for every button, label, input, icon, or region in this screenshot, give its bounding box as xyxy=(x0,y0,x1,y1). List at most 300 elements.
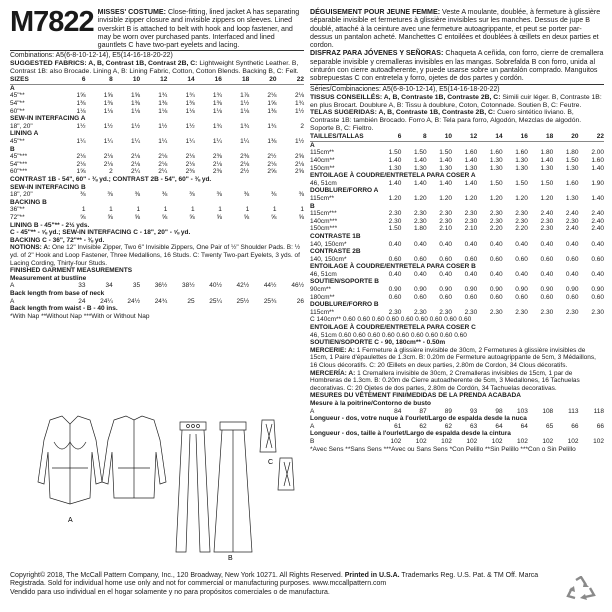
row-label: 115cm** xyxy=(310,194,335,202)
cell: 0.40 xyxy=(540,240,554,248)
cell: ⅜ xyxy=(216,191,222,199)
tissus-title: TISSUS CONSEILLÉS: A, B, Contraste 1B, Contraste 2B, C: xyxy=(310,93,501,101)
cell: 0.40 xyxy=(565,240,579,248)
table-row xyxy=(10,153,304,161)
cell: ⅝ xyxy=(161,213,168,221)
jacket-front-drawing xyxy=(38,416,102,504)
row-label: 140cm*** xyxy=(310,217,338,225)
cell: 1¾ xyxy=(294,100,304,108)
cell: 2⅛ xyxy=(267,92,277,100)
row-label: 46, 51cm xyxy=(310,179,337,187)
cell: 1.20 xyxy=(439,194,452,202)
section-row xyxy=(310,301,604,309)
cell: 1⅜ xyxy=(131,100,141,108)
cell: 62 xyxy=(444,422,452,430)
cell: 1½ xyxy=(240,100,250,108)
cell: 1.60 xyxy=(489,149,503,157)
cell: 2.30 xyxy=(489,308,503,316)
cell: 102 xyxy=(415,437,427,445)
telas-text: Cuero sintético liviano. B, Contraste 1B: también Brocado. Forro A, B: Tela para forro, Algodón, Mezclas de algodón. Soporte B, C: Fieltro. xyxy=(310,109,582,133)
table-row xyxy=(10,168,304,176)
usage-line-es: Vendido para uso individual en el hogar solamente y no para propósitos comerciales o de manufactura. xyxy=(10,588,330,596)
row-label: 140, 150cm* xyxy=(310,240,347,248)
cell: 113 xyxy=(568,407,579,415)
cell: 2⅛ xyxy=(158,153,168,161)
cell: 6 xyxy=(376,133,401,141)
section-title: Back length from base of neck xyxy=(10,289,105,297)
cell: 25¾ xyxy=(263,297,277,305)
cell: ⅜ xyxy=(80,191,86,199)
section-title: *Avec Sens **Sans Sens ***Avec ou Sans Sens *Con Pelillo **Sin Pelillo ***Con o Sin Pelillo xyxy=(310,445,576,453)
cell: 1⅝ xyxy=(76,168,86,176)
cell: 2.30 xyxy=(565,217,579,225)
cell: 0.90 xyxy=(565,286,579,294)
row-label: 150cm*** xyxy=(310,225,338,233)
cell: 61 xyxy=(394,422,402,430)
cell: 1¼ xyxy=(76,138,86,146)
section-row xyxy=(10,290,304,298)
cell: 1¼ xyxy=(185,138,195,146)
cell: 1.30 xyxy=(489,156,503,164)
cell: 1¾ xyxy=(212,92,222,100)
row-label: 45"*** xyxy=(10,153,28,161)
section-title: Mesure à la poitrine/Contorno de busto xyxy=(310,399,431,407)
description-fr xyxy=(310,8,604,49)
section-row xyxy=(10,267,304,275)
row-label: 150cm** xyxy=(310,164,335,172)
cell: 1.90 xyxy=(591,179,604,187)
cell: 1½ xyxy=(103,122,113,130)
cell: 1 xyxy=(218,206,222,214)
cell: 14 xyxy=(167,76,194,84)
cell: 2⅛ xyxy=(103,153,113,161)
cell: 2.20 xyxy=(515,225,528,233)
cell: 36½ xyxy=(154,282,168,290)
cell: 2⅛ xyxy=(185,160,195,168)
section-title: LINING A xyxy=(10,130,39,138)
cell: 0.90 xyxy=(439,286,452,294)
cell: 2⅜ xyxy=(185,168,195,176)
description-text: Close-fitting, lined jacket A has separating invisible zipper closure and invisible zippers on sleeves. Lined overskirt B is attached to belt with hook and loop fastener, and may be worn over purchased pants. Interfaced and lined gauntlets C have two-part eyelets and lacing. xyxy=(97,8,300,50)
cell: 1.40 xyxy=(413,156,427,164)
paragraph-row xyxy=(10,244,304,267)
divider xyxy=(310,84,604,85)
cell: 1.20 xyxy=(464,194,478,202)
cell: 0.40 xyxy=(464,270,478,278)
footer xyxy=(10,572,602,597)
cell: 1 xyxy=(272,206,277,214)
section-row xyxy=(10,146,304,154)
english-column xyxy=(10,8,304,320)
cell: 102 xyxy=(542,437,554,445)
cell: 1.60 xyxy=(591,156,604,164)
row-label: B xyxy=(310,437,315,445)
table-row xyxy=(10,298,304,306)
section-row xyxy=(310,316,604,324)
cell: ⅜ xyxy=(107,191,113,199)
cell: 89 xyxy=(444,407,452,415)
cell: 2¼ xyxy=(131,168,141,176)
section-title: B xyxy=(10,145,15,153)
cell: 0.40 xyxy=(591,240,604,248)
cell: 40½ xyxy=(209,282,222,290)
cell: 0.40 xyxy=(464,240,478,248)
cell: 64 xyxy=(520,422,528,430)
cell: 44½ xyxy=(263,282,277,290)
cell: 2.40 xyxy=(591,210,604,218)
cell: 2.30 xyxy=(464,217,478,225)
cell: 0.40 xyxy=(515,270,528,278)
description-fr-text: Veste A moulante, doublée, à fermeture à glissière séparable invisible et fermetures à glissière invisibles sur les manches. Dessus de jupe B doublé, attaché à la ceinture avec une fermeture autoagrippante, et peut se porter par-dessus un pantalon acheté. Manchettes C entoilées et doublées à œillets en deux parties et cordon. xyxy=(310,8,601,50)
overskirt-front-drawing xyxy=(176,422,210,552)
cell: 22 xyxy=(579,133,605,141)
cell: 46½ xyxy=(291,282,304,290)
paragraph-row xyxy=(310,347,604,370)
cell: 1⅜ xyxy=(267,107,277,115)
cell: 2 xyxy=(300,122,304,130)
cell: 1⅞ xyxy=(240,92,250,100)
cell: 1⅝ xyxy=(131,92,141,100)
cell: 84 xyxy=(394,407,402,415)
tissus-text: Simili cuir léger. B, Contraste 1B: en plus Brocart. Doublure A, B: Tissu à doublure, Coton, Cotonnade. Soutien B, C: Feutre. xyxy=(310,93,602,109)
cell: 16 xyxy=(195,76,222,84)
pattern-code: M7822 xyxy=(10,6,94,38)
cell: 18 xyxy=(222,76,249,84)
table-row xyxy=(310,133,604,141)
cell: 2.30 xyxy=(515,217,528,225)
cell: 1¾ xyxy=(267,122,277,130)
cell: 0.40 xyxy=(439,270,452,278)
section-title: Measurement at bustline xyxy=(10,274,87,282)
section-title: CONTRAST 1B - 54", 60" - ⅜ yd.; CONTRAST 2B - 54", 60" - ⅜ yd. xyxy=(10,176,212,184)
cell: 1 xyxy=(81,206,86,214)
section-title: Longueur - dos, votre nuque à l'ourlet/Largo de espalda desde la nuca xyxy=(310,415,527,423)
row-label: 72"** xyxy=(10,213,25,221)
section-row xyxy=(10,305,304,313)
description-fr-title: DÉGUISEMENT POUR JEUNE FEMME: xyxy=(310,8,441,16)
cell: 1.30 xyxy=(540,164,554,172)
cell: 1¼ xyxy=(212,138,222,146)
cell: ⅝ xyxy=(298,213,304,221)
cell: 1.20 xyxy=(515,194,528,202)
french-spanish-column xyxy=(310,8,604,453)
label-c: C xyxy=(268,459,274,466)
description-es xyxy=(310,49,604,82)
cell: 2.40 xyxy=(540,210,554,218)
cell: 2⅝ xyxy=(294,153,304,161)
section-row xyxy=(10,199,304,207)
cell: 1.50 xyxy=(388,149,402,157)
cell: 1.30 xyxy=(565,194,579,202)
cell: 2.30 xyxy=(464,308,478,316)
row-label: 36"** xyxy=(10,206,25,214)
cell: 1⅛ xyxy=(212,107,222,115)
copyright-line: Copyright© 2018, The McCall Pattern Company, Inc., 120 Broadway, New York 10271. All Rights Reserved. Printed in U.S.A. Trademarks Reg. U.S. Pat. & TM Off. Marca xyxy=(10,572,539,579)
usage-line: Registrada. Sold for individual home use only and not for commercial or manufacturing purposes. www.mccallpattern.com xyxy=(10,580,387,588)
cell: 0.60 xyxy=(489,255,503,263)
cell: 2⅛ xyxy=(267,160,277,168)
cell: 0.90 xyxy=(515,286,528,294)
cell: 2⅛ xyxy=(76,160,86,168)
cell: 24¾ xyxy=(154,297,168,305)
cell: 1½ xyxy=(131,122,141,130)
table-row xyxy=(310,438,604,446)
cell: 1.80 xyxy=(565,149,579,157)
cell: 12 xyxy=(140,76,167,84)
cell: ⅜ xyxy=(189,191,195,199)
cell: 35 xyxy=(132,282,141,290)
cell: 2.30 xyxy=(540,225,554,233)
paragraph: NOTIONS: A: One 12" Invisible Zipper, Two 6" Invisible Zippers, One Pair of ½" Shoulder Pads. B: ½ yd. of 2" Hook and Loop Fastener, Three Medallions, 16 Studs. C: Twenty Two-part Eyelets, 3 yds. of Lacing Cording, Thirty-four Studs. xyxy=(10,244,301,267)
cell: 1.30 xyxy=(515,164,528,172)
website-link[interactable]: www.mccallpattern.com xyxy=(312,580,387,588)
row-label: 60"*** xyxy=(10,168,28,176)
cell: 0.60 xyxy=(540,293,554,301)
cell: 1.40 xyxy=(388,156,402,164)
paragraph-row xyxy=(310,370,604,393)
cell: ⅜ xyxy=(161,191,168,199)
cell: 0.40 xyxy=(489,270,503,278)
cell: 20 xyxy=(249,76,276,84)
cell: 1⅜ xyxy=(212,100,222,108)
cell: 1.40 xyxy=(388,179,402,187)
garment-line-drawings xyxy=(10,412,304,562)
cell: 1⅛ xyxy=(158,107,168,115)
cell: 2⅛ xyxy=(240,160,250,168)
cell: 1.50 xyxy=(540,179,554,187)
table-row xyxy=(310,408,604,416)
cell: 26 xyxy=(296,297,304,305)
cell: 0.60 xyxy=(464,293,478,301)
cell: 0.40 xyxy=(515,240,528,248)
table-row xyxy=(310,241,604,249)
section-title: BACKING C - 36", 72"** - ⅜ yd. xyxy=(10,236,105,244)
cell: 0.60 xyxy=(540,255,554,263)
cell: 33 xyxy=(78,282,86,290)
section-title: B xyxy=(310,202,315,210)
section-title: SEW-IN INTERFACING A xyxy=(10,115,86,123)
cell: 0.40 xyxy=(591,270,604,278)
cell: 1.30 xyxy=(464,164,478,172)
table-row xyxy=(10,100,304,108)
section-title: A xyxy=(310,141,315,149)
cell: 1.40 xyxy=(591,164,604,172)
cell: 102 xyxy=(441,437,452,445)
cell: ⅝ xyxy=(134,213,141,221)
overskirt-back-drawing xyxy=(214,422,252,552)
cell: 1¼ xyxy=(103,138,113,146)
row-label: 54"*** xyxy=(10,160,28,168)
cell: 2.30 xyxy=(388,308,402,316)
cell: 1.60 xyxy=(565,179,579,187)
section-row xyxy=(310,392,604,400)
cell: 2.30 xyxy=(565,308,579,316)
table-row xyxy=(10,191,304,199)
section-row xyxy=(310,172,604,180)
cell: ⅝ xyxy=(243,213,250,221)
cell: 1.50 xyxy=(439,149,452,157)
row-label: 180cm** xyxy=(310,293,335,301)
section-row xyxy=(10,130,304,138)
table-row xyxy=(310,195,604,203)
cell: 1½ xyxy=(185,122,195,130)
fabrics-title: SUGGESTED FABRICS: A, B, Contrast 1B, Contrast 2B, C: xyxy=(10,60,198,68)
fabrics-text: Lightweight Synthetic Leather. B, Contrast 1B: also Brocade. Lining A, B: Lining Fabric, Cotton, Cotton Blends. Backing B, C: Felt. xyxy=(10,60,299,76)
cell: 16 xyxy=(503,133,528,141)
cell: 0.60 xyxy=(413,293,427,301)
table-row xyxy=(310,225,604,233)
cell: 1.50 xyxy=(565,156,579,164)
row-label: 46, 51cm xyxy=(310,270,337,278)
section-title: 46, 51cm 0.60 0.60 0.60 0.60 0.60 0.60 0.60 0.60 0.60 xyxy=(310,331,467,339)
cell: 2⅛ xyxy=(185,153,195,161)
cell: ⅜ xyxy=(134,191,141,199)
cell: 2.30 xyxy=(591,308,604,316)
section-row xyxy=(310,233,604,241)
cell: 0.90 xyxy=(413,286,427,294)
cell: 0.60 xyxy=(388,293,402,301)
section-title: CONTRASTE 1B xyxy=(310,232,361,240)
description-title: MISSES' COSTUME: xyxy=(97,8,166,16)
cell: 24¼ xyxy=(100,297,113,305)
cell: 1.40 xyxy=(439,156,452,164)
cell: 1.50 xyxy=(388,225,402,233)
cell: 1.50 xyxy=(515,179,528,187)
cell: 2⅛ xyxy=(76,153,86,161)
cell: 20 xyxy=(553,133,578,141)
cell: 0.60 xyxy=(565,293,579,301)
description xyxy=(98,8,304,49)
cell: 10 xyxy=(427,133,452,141)
cell: 2⅝ xyxy=(294,168,304,176)
cell: 2.30 xyxy=(439,308,452,316)
section-title: DOUBLURE/FORRO B xyxy=(310,301,379,309)
row-label: 115cm*** xyxy=(310,210,337,218)
cell: 1¾ xyxy=(212,122,222,130)
section-title: FINISHED GARMENT MEASUREMENTS xyxy=(10,267,133,275)
yardage-table xyxy=(10,76,304,320)
cell: 103 xyxy=(517,407,528,415)
cell: 1 xyxy=(163,206,168,214)
row-label: A xyxy=(310,407,315,415)
cell: 2⅛ xyxy=(294,160,304,168)
table-row xyxy=(310,210,604,218)
cell: 1.50 xyxy=(413,149,427,157)
section-row xyxy=(10,176,304,184)
section-title: Back length from waist - B - 40 ins. xyxy=(10,305,118,313)
cell: 0.60 xyxy=(439,255,452,263)
cell: 10 xyxy=(113,76,140,84)
cell: 2½ xyxy=(267,153,277,161)
cell: 102 xyxy=(466,437,478,445)
table-row xyxy=(310,309,604,317)
cell: 2.10 xyxy=(464,225,478,233)
row-label: SIZES xyxy=(10,76,66,84)
cell: 6 xyxy=(66,76,86,84)
cell: 0.40 xyxy=(413,270,427,278)
cell: 1 xyxy=(109,206,113,214)
cell: 1⅛ xyxy=(131,107,141,115)
cell: 1.40 xyxy=(540,156,554,164)
cell: 14 xyxy=(477,133,502,141)
cell: 102 xyxy=(517,437,528,445)
section-row xyxy=(310,324,604,332)
cell: 1¼ xyxy=(131,138,141,146)
cell: 65 xyxy=(545,422,554,430)
cell: 25 xyxy=(187,297,195,305)
cell: 2.40 xyxy=(565,225,579,233)
cell: 2⅜ xyxy=(212,153,222,161)
cell: 2.40 xyxy=(591,217,604,225)
divider xyxy=(10,50,304,51)
row-label: 45"** xyxy=(10,138,25,146)
cell: 1 xyxy=(191,206,195,214)
cell: 87 xyxy=(419,407,427,415)
gauntlet-drawing xyxy=(260,420,294,490)
cell: 0.40 xyxy=(489,240,503,248)
cell: 2.40 xyxy=(591,225,604,233)
cell: 1.80 xyxy=(413,225,427,233)
section-title: DOUBLURE/FORRO A xyxy=(310,187,379,195)
cell: 1⅜ xyxy=(76,100,86,108)
table-row xyxy=(10,92,304,100)
cell: 2⅛ xyxy=(131,153,141,161)
row-label: 140, 150cm* xyxy=(310,255,347,263)
cell: 102 xyxy=(593,437,604,445)
cell: ⅝ xyxy=(271,213,277,221)
cell: 1½ xyxy=(76,122,86,130)
row-label: 45"** xyxy=(10,92,25,100)
row-label: 54"** xyxy=(10,100,25,108)
cell: 1.20 xyxy=(489,194,503,202)
cell: 66 xyxy=(571,422,579,430)
row-label: 115cm** xyxy=(310,149,335,157)
cell: 1⅛ xyxy=(240,107,250,115)
cell: 25¼ xyxy=(209,297,222,305)
cell: 118 xyxy=(593,407,604,415)
cell: 2.30 xyxy=(413,217,427,225)
metrage-table xyxy=(310,133,604,453)
cell: 2.30 xyxy=(540,217,554,225)
table-row xyxy=(310,149,604,157)
cell: 98 xyxy=(495,407,503,415)
cell: 0.60 xyxy=(464,255,478,263)
cell: 1.60 xyxy=(464,149,478,157)
section-row xyxy=(10,222,304,230)
cell: 1.40 xyxy=(464,156,478,164)
row-label: 115cm** xyxy=(310,308,335,316)
cell: 2.30 xyxy=(489,217,503,225)
cell: 1 xyxy=(300,206,304,214)
cell: 1.40 xyxy=(464,179,478,187)
label-b: B xyxy=(228,555,233,562)
cell: 2⅝ xyxy=(267,168,277,176)
cell: 2.30 xyxy=(540,308,554,316)
cell: 1.80 xyxy=(540,149,554,157)
table-row xyxy=(10,214,304,222)
cell: 2½ xyxy=(240,168,250,176)
cell: 1¾ xyxy=(158,92,168,100)
cell: 2.30 xyxy=(439,210,452,218)
table-row xyxy=(10,138,304,146)
cell: 1.30 xyxy=(413,164,427,172)
row-label: A xyxy=(10,297,15,305)
paragraph: MERCERIE: A: 1 Fermeture à glissière invisible de 30cm, 2 Fermetures à glissière invisibles de 15cm, 1 Paire d'épaulettes de 1.3cm. B: 0.20m de Fermeture autoagrippante de 5cm, 3 Médaillons, 16 Clous décoratifs. C: 20 Œillets en deux parties, 2.80m de Cordon, 34 Clous décoratifs. xyxy=(310,346,596,370)
section-title: SOUTIEN/SOPORTE B xyxy=(310,278,379,286)
section-title: A xyxy=(10,84,15,92)
cell: ⅝ xyxy=(107,213,113,221)
section-row xyxy=(310,332,604,340)
